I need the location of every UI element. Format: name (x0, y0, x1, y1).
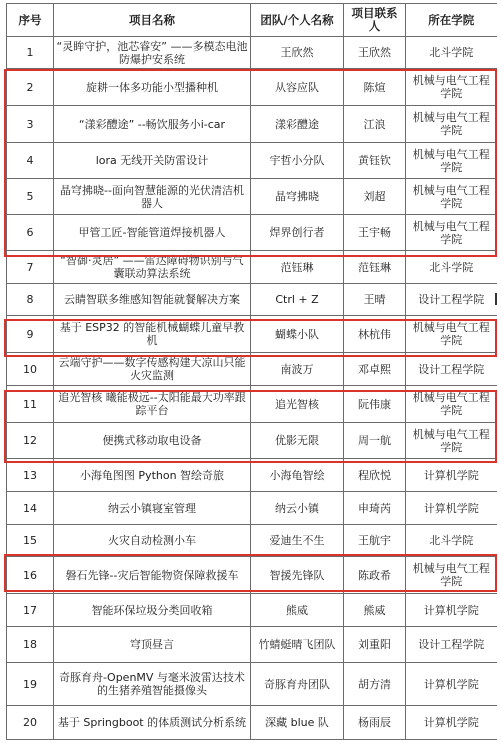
cell-contact: 陈政希 (344, 557, 406, 594)
cell-college: 机械与电气工程学院 (406, 215, 497, 251)
cell-college: 计算机学院 (406, 459, 497, 492)
cell-college: 计算机学院 (406, 492, 497, 525)
table-row (7, 525, 497, 557)
cell-college: 机械与电气工程学院 (406, 69, 497, 106)
cell-no: 12 (7, 423, 54, 459)
cell-contact: 杨雨辰 (344, 706, 406, 740)
cell-college: 机械与电气工程学院 (406, 316, 497, 353)
cell-team: 熊威 (251, 594, 344, 627)
cell-project-name: 纳云小镇寝室管理 (54, 492, 251, 525)
cell-team: 纳云小镇 (251, 492, 344, 525)
cell-contact: 程欣悦 (344, 459, 406, 492)
table-row (7, 557, 497, 594)
table-row (7, 663, 497, 706)
cell-no: 3 (7, 106, 54, 143)
edge-mark (495, 293, 497, 305)
cell-team: 从容应队 (251, 69, 344, 106)
cell-no: 17 (7, 594, 54, 627)
cell-team: 爱迪生不生 (251, 525, 344, 557)
cell-no: 10 (7, 353, 54, 386)
header-no: 序号 (7, 4, 54, 37)
cell-project-name: 穹顶昼言 (54, 627, 251, 663)
cell-college: 机械与电气工程学院 (406, 557, 497, 594)
cell-college: 计算机学院 (406, 706, 497, 740)
table-row (7, 594, 497, 627)
cell-college: 机械与电气工程学院 (406, 386, 497, 423)
table-row (7, 492, 497, 525)
cell-no: 2 (7, 69, 54, 106)
cell-college: 机械与电气工程学院 (406, 106, 497, 143)
cell-no: 7 (7, 251, 54, 284)
cell-contact: 林杭伟 (344, 316, 406, 353)
cell-college: 机械与电气工程学院 (406, 143, 497, 179)
cell-no: 4 (7, 143, 54, 179)
cell-contact: 阮伟康 (344, 386, 406, 423)
cell-team: 竹蜻蜓晴飞团队 (251, 627, 344, 663)
cell-project-name: 智能环保垃圾分类回收箱 (54, 594, 251, 627)
header-team: 团队/个人名称 (251, 4, 344, 37)
cell-college: 机械与电气工程学院 (406, 179, 497, 215)
cell-team: 奇豚育舟团队 (251, 663, 344, 706)
cell-team: 宇哲小分队 (251, 143, 344, 179)
cell-no: 11 (7, 386, 54, 423)
cell-college: 设计工程学院 (406, 627, 497, 663)
cell-team: 漾彩醴途 (251, 106, 344, 143)
cell-project-name: 奇豚育舟-OpenMV 与毫米波雷达技术的生猪养殖智能摄像头 (54, 663, 251, 706)
cell-team: 蝴蝶小队 (251, 316, 344, 353)
cell-contact: 江浪 (344, 106, 406, 143)
cell-no: 14 (7, 492, 54, 525)
cell-project-name: 旋耕一体多功能小型播种机 (54, 69, 251, 106)
table-row (7, 106, 497, 143)
cell-contact: 邓卓熙 (344, 353, 406, 386)
table-row (7, 386, 497, 423)
cell-college: 北斗学院 (406, 525, 497, 557)
cell-no: 20 (7, 706, 54, 740)
cell-project-name: 磐石先锋--灾后智能物资保障救援车 (54, 557, 251, 594)
table-row (7, 353, 497, 386)
cell-college: 计算机学院 (406, 594, 497, 627)
cell-no: 16 (7, 557, 54, 594)
cell-college: 设计工程学院 (406, 284, 497, 316)
cell-college: 北斗学院 (406, 37, 497, 69)
table-row (7, 316, 497, 353)
cell-project-name: “灵眸守护，池芯睿安” ——多模态电池防爆护安系统 (54, 37, 251, 69)
table-row (7, 706, 497, 740)
cell-no: 9 (7, 316, 54, 353)
table-row (7, 459, 497, 492)
cell-team: Ctrl + Z (251, 284, 344, 316)
cell-team: 晶穹拂晓 (251, 179, 344, 215)
table-row (7, 179, 497, 215)
cell-contact: 王晴 (344, 284, 406, 316)
cell-contact: 陈煊 (344, 69, 406, 106)
project-table (6, 3, 497, 740)
cell-project-name: “智御·灵居” ——雷达障碍物识别与气囊联动算法系统 (54, 251, 251, 284)
cell-team: 范钰琳 (251, 251, 344, 284)
cell-college: 北斗学院 (406, 251, 497, 284)
cell-no: 13 (7, 459, 54, 492)
cell-college: 设计工程学院 (406, 353, 497, 386)
cell-team: 智援先锋队 (251, 557, 344, 594)
table-row (7, 284, 497, 316)
table-row (7, 251, 497, 284)
table-row (7, 627, 497, 663)
cell-no: 19 (7, 663, 54, 706)
header-college: 所在学院 (406, 4, 497, 37)
cell-project-name: 基于 Springboot 的体质测试分析系统 (54, 706, 251, 740)
cell-project-name: 基于 ESP32 的智能机械蝴蝶儿童早教机 (54, 316, 251, 353)
cell-contact: 熊威 (344, 594, 406, 627)
cell-project-name: 追光智核 曦能极远--太阳能最大功率跟踪平台 (54, 386, 251, 423)
table-row (7, 423, 497, 459)
cell-project-name: 云睛智联多维感知智能就餐解决方案 (54, 284, 251, 316)
cell-contact: 范钰琳 (344, 251, 406, 284)
cell-team: 优影无限 (251, 423, 344, 459)
cell-contact: 黄钰钦 (344, 143, 406, 179)
cell-college: 计算机学院 (406, 663, 497, 706)
cell-contact: 申琦芮 (344, 492, 406, 525)
cell-no: 6 (7, 215, 54, 251)
table-row (7, 143, 497, 179)
cell-no: 15 (7, 525, 54, 557)
header-contact: 项目联系人 (344, 4, 406, 37)
cell-contact: 王欣然 (344, 37, 406, 69)
cell-project-name: 火灾自动检测小车 (54, 525, 251, 557)
cell-project-name: 便携式移动取电设备 (54, 423, 251, 459)
cell-contact: 王航宇 (344, 525, 406, 557)
cell-team: 焊界创行者 (251, 215, 344, 251)
cell-no: 18 (7, 627, 54, 663)
cell-project-name: “漾彩醴途” --畅饮服务小i-car (54, 106, 251, 143)
cell-contact: 刘超 (344, 179, 406, 215)
table-row (7, 215, 497, 251)
cell-project-name: 甲管工匠-智能管道焊接机器人 (54, 215, 251, 251)
cell-team: 王欣然 (251, 37, 344, 69)
cell-project-name: 小海龟图图 Python 智绘奇旅 (54, 459, 251, 492)
header-row (7, 4, 497, 37)
header-project-name: 项目名称 (54, 4, 251, 37)
cell-contact: 胡方清 (344, 663, 406, 706)
cell-project-name: lora 无线开关防雷设计 (54, 143, 251, 179)
cell-team: 追光智核 (251, 386, 344, 423)
cell-project-name: 云端守护——数字传感构建大凉山只能火灾监测 (54, 353, 251, 386)
cell-contact: 刘重阳 (344, 627, 406, 663)
cell-college: 机械与电气工程学院 (406, 423, 497, 459)
cell-team: 深藏 blue 队 (251, 706, 344, 740)
cell-team: 小海龟智绘 (251, 459, 344, 492)
cell-no: 8 (7, 284, 54, 316)
cell-no: 1 (7, 37, 54, 69)
table-row (7, 69, 497, 106)
cell-team: 南波万 (251, 353, 344, 386)
cell-contact: 周一航 (344, 423, 406, 459)
cell-contact: 王宇畅 (344, 215, 406, 251)
cell-no: 5 (7, 179, 54, 215)
table-row (7, 37, 497, 69)
cell-project-name: 晶穹拂晓--面向智慧能源的光伏清洁机器人 (54, 179, 251, 215)
